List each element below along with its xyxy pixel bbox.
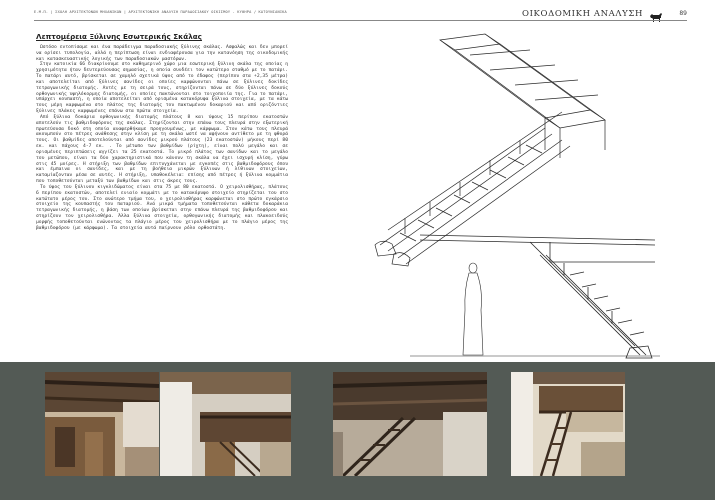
paragraph: Από ξύλινα δοκάρια ορθογωνικής διατομής πλάτους 8 και ύψους 15 περίπου εκατοστών αποτελούν τις βαθμιδοφόρους της σκάλας. Στηρίζονται στην επάνω τους πλευρά στην εξωτερική πρωτεύουσα δοκό στη οποία αναφερθήκαμε προηγουμένως, με κάρφωμα. Στον κάτω τους πλευρά ακουμπούν στο πέτρες ανάθεσης στην κλίση με τη σκάλα ωστέ να αφήνουν αντίθετο με τη φθορά τους. Οι βαθμίδες αποτελούνται από σανίδες μικρού πλάτους (23 εκατοστών) μήκους περί 80 εκ. και πάχους 4-7 εκ. . Το μέτωπο των βαθμίδων (ρίχτη), είναι πολύ μεγάλο και σε ορισμένες περιπτώσεις αγγίζει τα 25 εκατοστά. Το μικρό πλάτος των σανίδων και το μεγάλο του μετώπου, είναι τα δύο χαρακτηριστικά που κάνουν τη σκάλα να έχει ισχυρή κλίση, γύρω στις 45 μοίρες. Η στήριξη των βαθμίδων επιτυγχάνεται με εγκοπές στις βαθμιδοφόρους όπου και έμπαινα οι σανίδες, και με τη βοήθεια μικρών ξύλινων ή λίθινων στοιχείων, καταμίαζονταν μέσα σε αυτές. Η στήριξη, υπαθοκέλεια: επίσης από πέτρες ή ξύλινα κομμάτια που τοποθετούνται μεταξύ των βαθμίδων και στις άκρες τους. bbox=[36, 114, 288, 185]
goat-icon bbox=[649, 8, 663, 27]
page-title: Λεπτομέρεια Ξύλινης Εσωτερικής Σκάλας bbox=[36, 32, 202, 41]
photo-staircase-loft bbox=[511, 372, 625, 476]
header-divider bbox=[34, 20, 687, 21]
body-text bbox=[36, 45, 288, 232]
section-title: ΟΙΚΟΔΟΜΙΚΗ ΑΝΑΛΥΣΗ bbox=[522, 9, 643, 19]
staircase-sketch bbox=[330, 30, 690, 364]
photo-attic-loft bbox=[45, 372, 159, 476]
human-figure bbox=[410, 263, 660, 356]
paragraph: Ωστόσο εντοπίσαμε και ένα παράδειγμα παραδοσιακής ξύλινης σκάλας. Ασφαλώς και δεν μπορεί να ορίσει τυπολογία, αλλά η περίπτωση είναι ενδιαφέρουσα για την κατανόηση της οικοδομικής και κατασκευαστικής λογικής των παραδοσιακών μαστόρων. bbox=[36, 45, 288, 62]
page-number: 89 bbox=[679, 10, 687, 17]
breadcrumb: Ε.Μ.Π. | ΣΧΟΛΗ ΑΡΧΙΤΕΚΤΟΝΩΝ ΜΗΧΑΝΙΚΩΝ | ΑΡΧΙΤΕΚΤΟΝΙΚΗ ΑΝΑΛΥΣΗ ΠΑΡΑΔΟΣΙΑΚΟΥ ΟΙΚΙΣΜΟΥ - ΚΥΘΗΡΑ / ΚΑΤΟΥΝΙΑΝΙΚΑ bbox=[34, 10, 287, 14]
photo-staircase-side bbox=[333, 372, 487, 476]
loft-perspective bbox=[375, 34, 605, 266]
paragraph: Το ύψος του ξύλινου κιγκλιδώματος είναι στα 75 με 80 εκατοστά. Ο χειρολισθήρας, πλάτους 6 περίπου εκατοστών, αποτελεί ενιαίο κομμάτι με το κατακόρυφο στοιχείο στηρίζεται του στο κατώτατο μέρος του. Στο ανώτερο τμήμα του, ο χειρολισθήρας καρφώνεται στο πρώτο εγκάρσιο στοιχείο της κουπαστής του παταριού. Ανά μικρά τμήματα τοποθετούνται κάθετα δοκαράκια τετραγωνικής διατομής, η βάση των οποίων βρίσκεται στην επάνω πλευρά της βαθμιδοφόρου και στηρίζουν τον χειρολισθήρα. Άλλα ξύλινα στοιχεία, ορθογωνικής διατομής και πλακοειδούς μορφής τοποθετούνται ενώνοντας τα πλάγιο μέρος του χειρολισθήρα με το πλάγιο μέρος της βαθμιδοφόρου (με κάρφωμα). Τα στοιχεία αυτά παίρνουν ρόλο ορθοστάτη. bbox=[36, 184, 288, 231]
photo-loft-underside bbox=[160, 372, 291, 476]
paragraph: Στην κατοικία 66 διακρίνουμε στο καθημερινό χώρο μια εσωτερική ξύλινη σκάλα της οποίας η χρησιμότητα ήταν δευτερεύουσας σημασίας, η οποία συνδέει τον κατώτερο σταθμό με το πατάρι. Το πατάρι αυτό, βρίσκεται σε χαμηλό σχετικά ύψος από το έδαφος (περίπου στα +2,35 μέτρα) και αποτελείται από ξύλινες σανίδες οι οποίες καρφώνονται πάνω σε ξύλινες δοκίδες τετραγωνικής διατομής. Αυτές με τη σειρά τους, στηρίζονται πάνω σε δύο ξύλινες δοκούς ορθογωνικής υψηλόκορμης διατομής, οι οποίες πακτώνονται στο τοιχοποιία της. Για το πατάρι, υπάρχει κουπαστή, η οποία αποτελείται από ορισμένα κατακόρυφα ξύλινα στοιχεία, με τα κάτω τους μέρη καρφωμένα στο πλάτος της διατομής του πακτωμένου δοκαριού και από οριζόντιες ξύλινες πλάκες καρφωμένες επάνω στα πρώτα στοιχεία. bbox=[36, 62, 288, 115]
staircase-elevation bbox=[420, 235, 655, 358]
